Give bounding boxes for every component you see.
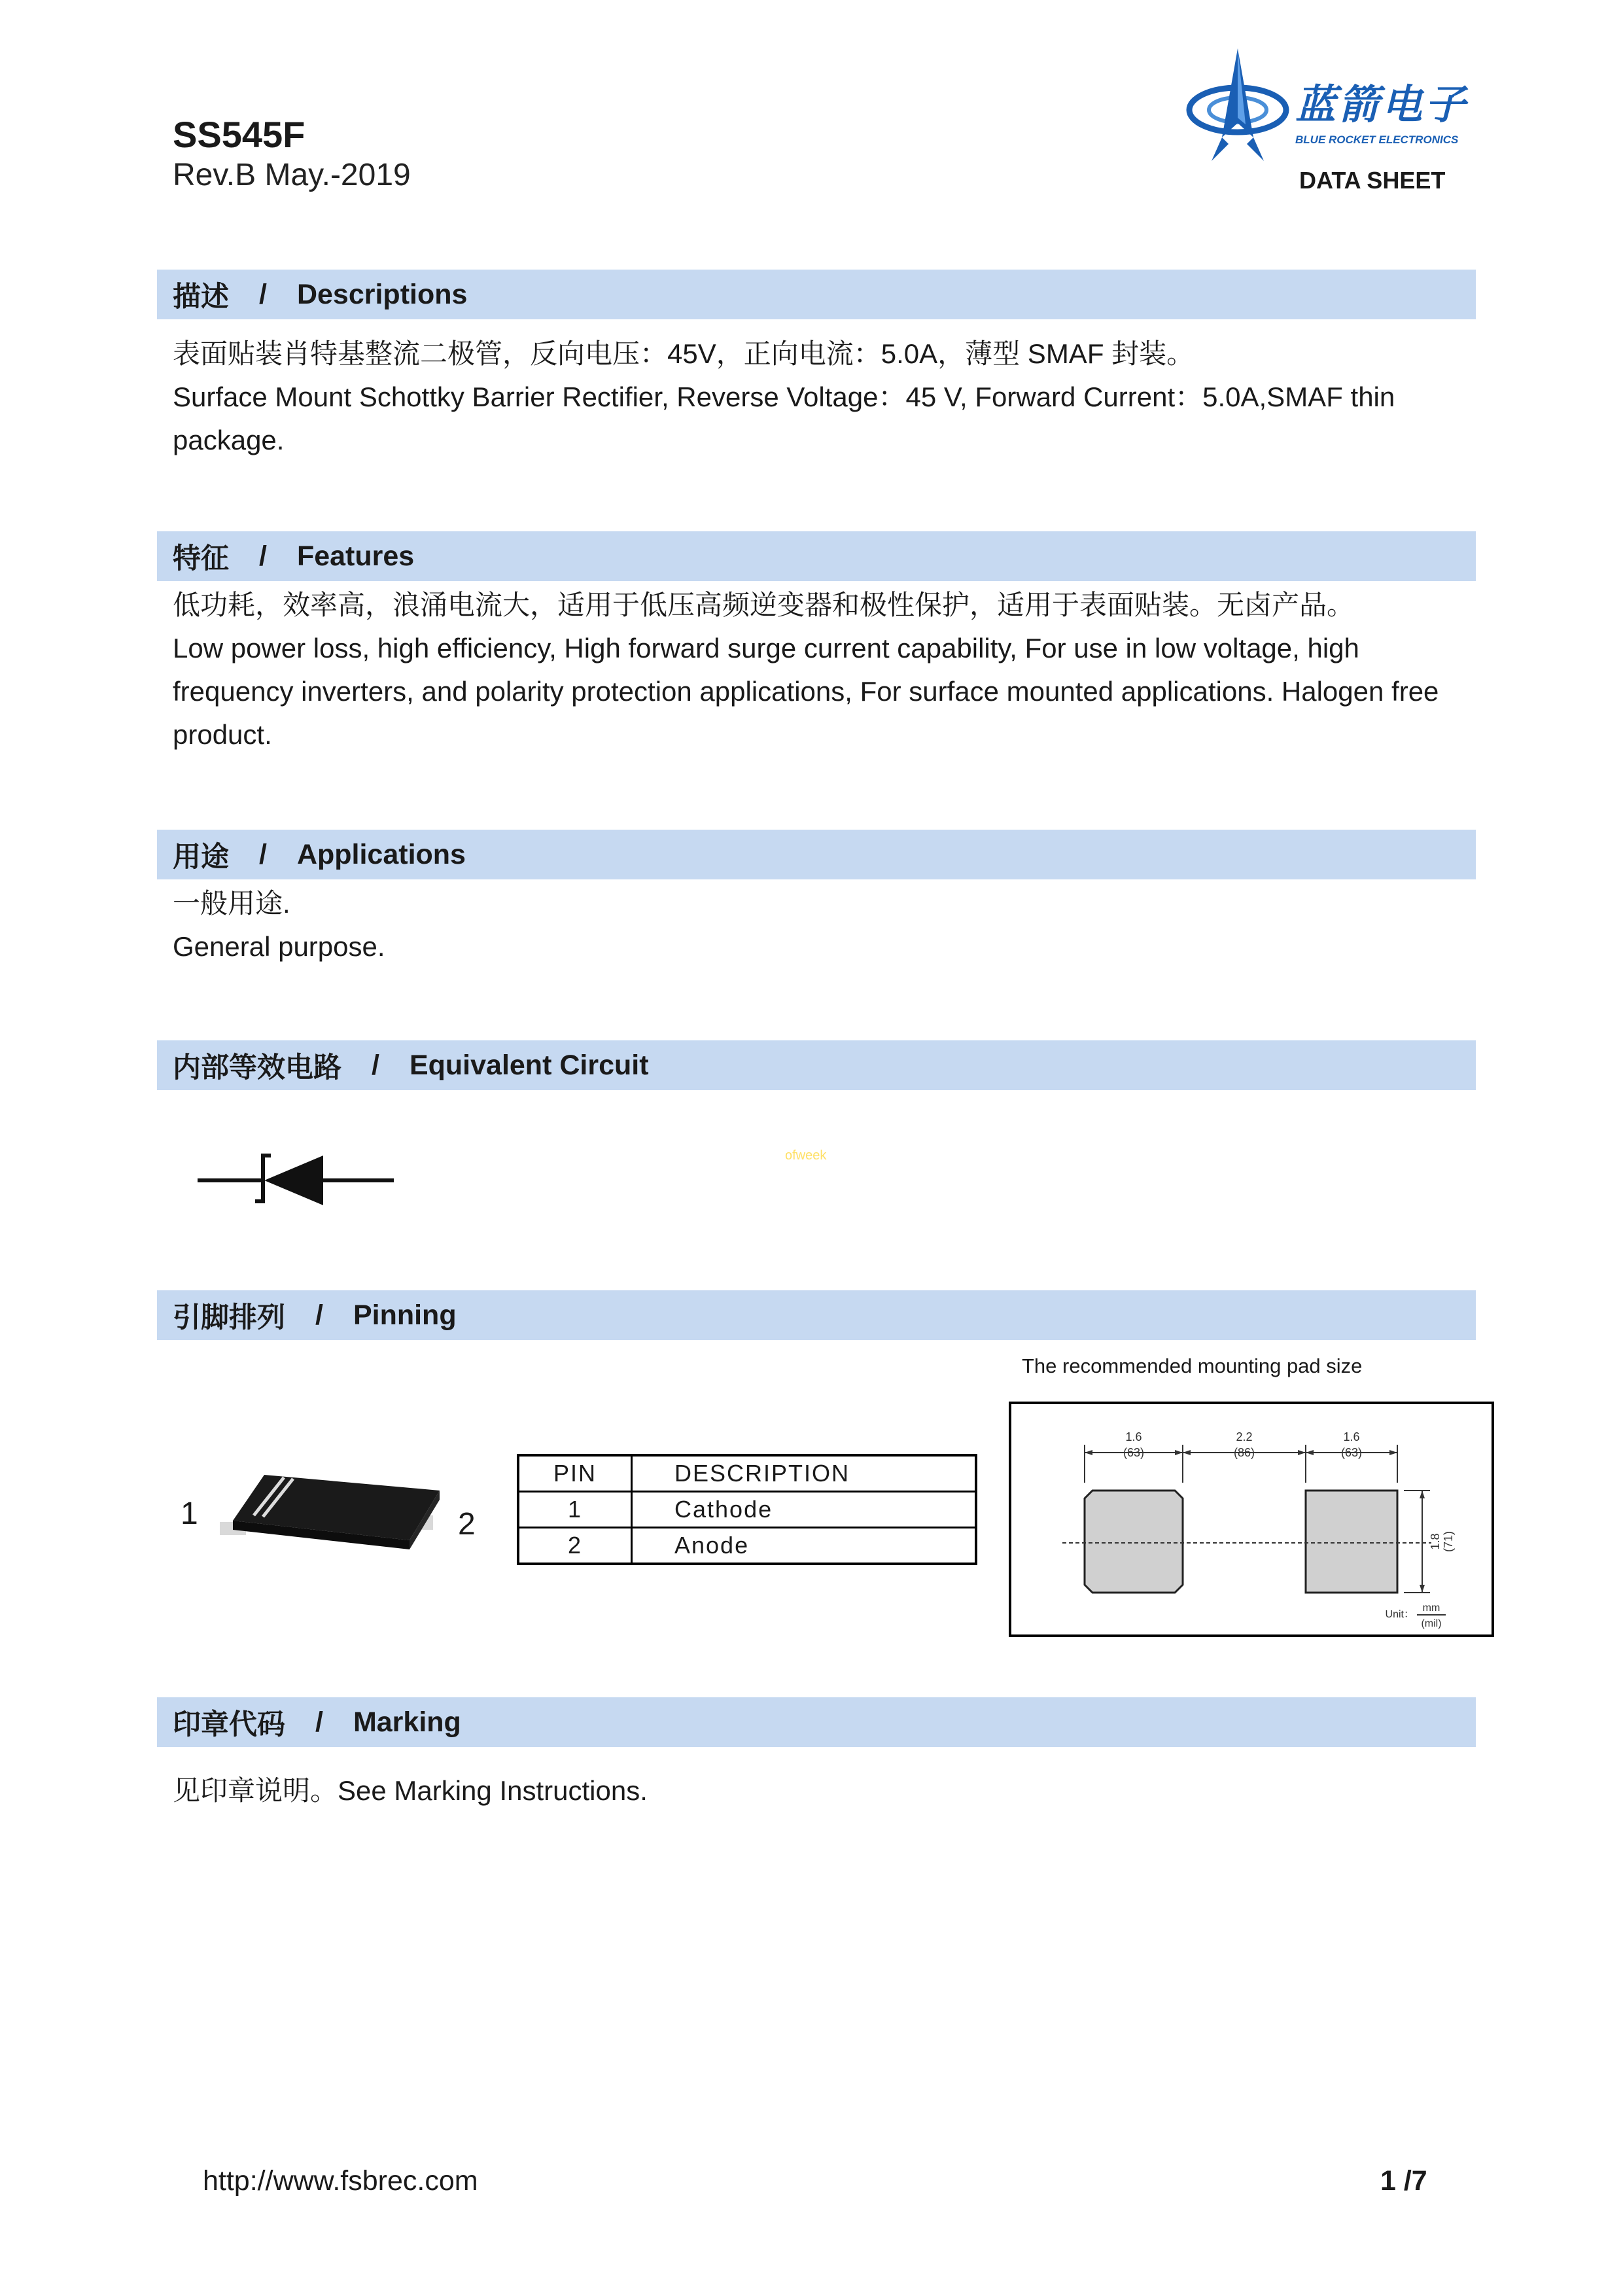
mounting-pad-diagram	[1011, 1404, 1492, 1634]
section-separator: /	[372, 1049, 379, 1081]
applications-cn: 一般用途.	[173, 888, 290, 919]
marking-text: 见印章说明。See Marking Instructions.	[173, 1775, 648, 1806]
descriptions-text	[173, 332, 1468, 462]
table-row	[518, 1528, 976, 1564]
pad-unit-mil: (mil)	[1421, 1618, 1442, 1629]
section-title-en: Descriptions	[296, 278, 468, 310]
pad-dim-2-mil: (86)	[1233, 1446, 1255, 1459]
features-cn: 低功耗，效率高，浪涌电流大，适用于低压高频逆变器和极性保护，适用于表面贴装。无卤产品。	[173, 590, 1355, 620]
logo-text-cn: 蓝箭电子	[1295, 82, 1469, 128]
section-bar-descriptions	[157, 270, 1476, 319]
table-cell-description: Anode	[632, 1528, 977, 1564]
section-title-en: Marking	[353, 1706, 461, 1738]
pad-height-mil: (71)	[1442, 1530, 1455, 1553]
section-separator: /	[259, 278, 267, 310]
table-row	[518, 1492, 976, 1528]
applications-en: General purpose.	[173, 931, 385, 962]
pad-unit-mm: mm	[1422, 1602, 1440, 1614]
pin-label-left: 1	[181, 1496, 198, 1531]
pad-unit-label: Unit：	[1385, 1609, 1414, 1620]
section-title-en: Applications	[296, 838, 466, 870]
doc-type: DATA SHEET	[1299, 167, 1446, 194]
part-number: SS545F	[173, 114, 305, 155]
section-bar-features	[157, 531, 1476, 581]
descriptions-cn: 表面贴装肖特基整流二极管，反向电压：45V，正向电流：5.0A，薄型 SMAF 封装。	[173, 338, 1195, 369]
section-bar-applications	[157, 830, 1476, 879]
section-bar-equivalent-circuit	[157, 1040, 1476, 1090]
pad-dim-1-mm: 1.6	[1125, 1430, 1142, 1443]
pad-caption: The recommended mounting pad size	[1022, 1354, 1363, 1377]
table-cell-pin: 1	[518, 1492, 632, 1528]
features-text	[173, 584, 1468, 756]
page-number: 1 /7	[1380, 2165, 1427, 2197]
descriptions-en: Surface Mount Schottky Barrier Rectifier, Reverse Voltage：45 V, Forward Current：5.0A,SMAF thin package.	[173, 381, 1395, 455]
section-title-cn: 内部等效电路	[173, 1051, 341, 1084]
schottky-diode-icon	[195, 1137, 398, 1222]
pad-dim-3-mm: 1.6	[1343, 1430, 1360, 1443]
section-bar-pinning	[157, 1290, 1476, 1340]
section-title-en: Equivalent Circuit	[409, 1049, 649, 1081]
pad-dim-3-mil: (63)	[1340, 1446, 1363, 1459]
table-header-description: DESCRIPTION	[632, 1455, 977, 1492]
pin-table	[517, 1454, 977, 1565]
section-title-cn: 印章代码	[173, 1708, 285, 1740]
footer-url-link[interactable]: http://www.fsbrec.com	[203, 2165, 478, 2197]
watermark-text: ofweek	[785, 1148, 827, 1163]
pad-height-mm: 1.8	[1429, 1533, 1442, 1550]
table-header-pin: PIN	[518, 1455, 632, 1492]
rocket-logo-icon	[1185, 46, 1297, 164]
table-cell-pin: 2	[518, 1528, 632, 1564]
logo-text-en: BLUE ROCKET ELECTRONICS	[1295, 133, 1459, 146]
section-separator: /	[259, 540, 267, 572]
smaf-package-icon	[213, 1443, 451, 1555]
section-title-cn: 描述	[173, 281, 229, 313]
applications-text	[173, 882, 1468, 968]
section-title-en: Pinning	[353, 1299, 457, 1331]
section-title-cn: 用途	[173, 841, 229, 873]
section-separator: /	[259, 838, 267, 870]
table-cell-description: Cathode	[632, 1492, 977, 1528]
section-bar-marking	[157, 1697, 1476, 1747]
section-title-cn: 引脚排列	[173, 1301, 285, 1333]
pin-label-right: 2	[458, 1507, 476, 1542]
section-separator: /	[315, 1299, 323, 1331]
section-separator: /	[315, 1706, 323, 1738]
section-title-cn: 特征	[173, 542, 229, 574]
table-header-row	[518, 1455, 976, 1492]
pad-dim-1-mil: (63)	[1123, 1446, 1145, 1459]
pad-dim-2-mm: 2.2	[1236, 1430, 1253, 1443]
section-title-en: Features	[296, 540, 415, 572]
revision-date: Rev.B May.-2019	[173, 158, 411, 192]
features-en: Low power loss, high efficiency, High forward surge current capability, For use in low voltage, high frequency inverters, and polarity protection applications, For surface mounted applications. Halogen free product.	[173, 633, 1439, 750]
